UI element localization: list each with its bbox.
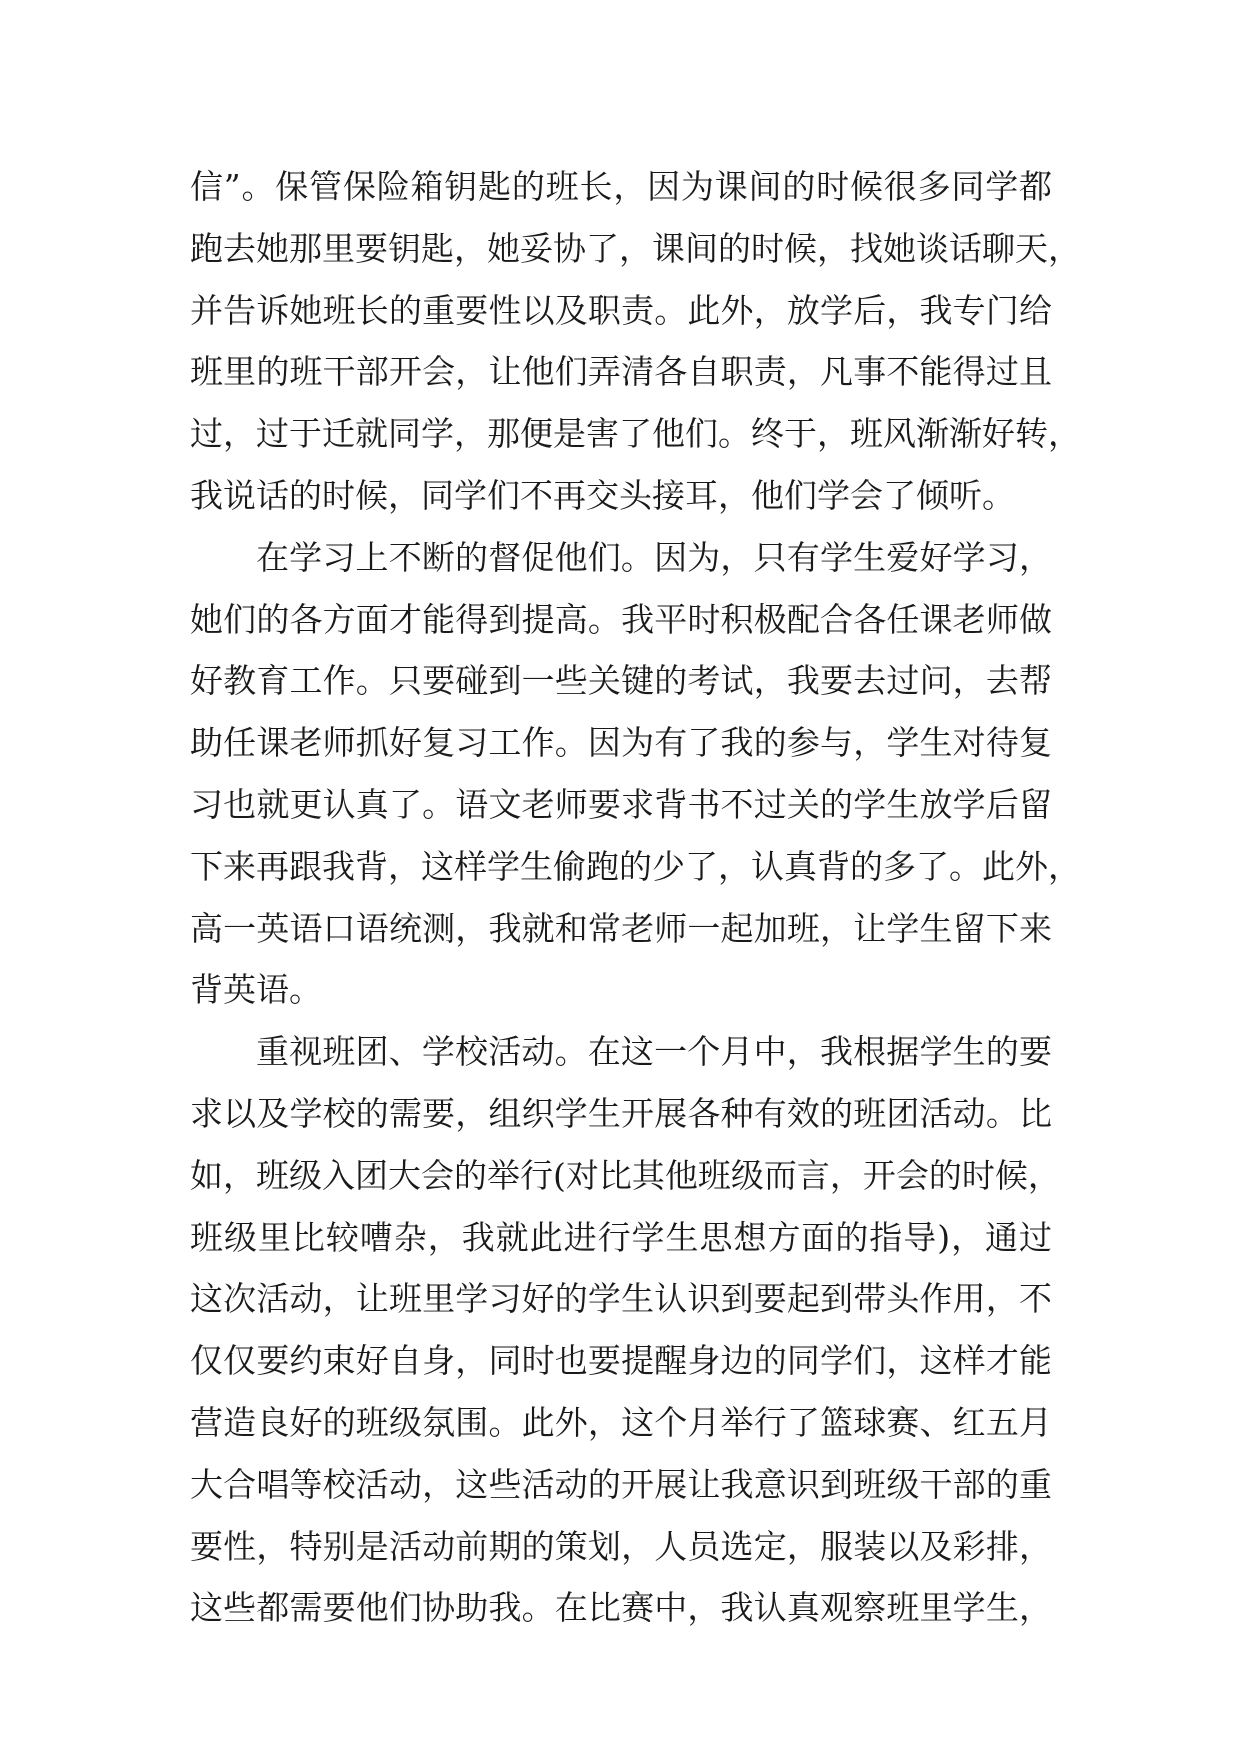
text-line: 过，过于迁就同学，那便是害了他们。终于，班风渐渐好转， [190, 414, 1081, 454]
text-line: 好教育工作。只要碰到一些关键的考试，我要去过问，去帮 [190, 661, 1052, 701]
text-line: 班里的班干部开会，让他们弄清各自职责，凡事不能得过且 [190, 352, 1052, 392]
text-line: 如，班级入团大会的举行(对比其他班级而言，开会的时候， [190, 1155, 1061, 1195]
body-text [190, 156, 1081, 1639]
text-line: 高一英语口语统测，我就和常老师一起加班，让学生留下来 [190, 908, 1052, 948]
text-line: 大合唱等校活动，这些活动的开展让我意识到班级干部的重 [190, 1464, 1052, 1504]
text-line: 并告诉她班长的重要性以及职责。此外，放学后，我专门给 [190, 290, 1052, 330]
text-line: 信”。保管保险箱钥匙的班长，因为课间的时候很多同学都 [190, 167, 1052, 206]
text-line: 她们的各方面才能得到提高。我平时积极配合各任课老师做 [190, 599, 1052, 639]
text-line: 这次活动，让班里学习好的学生认识到要起到带头作用，不 [190, 1279, 1052, 1319]
text-line: 营造良好的班级氛围。此外，这个月举行了篮球赛、红五月 [190, 1402, 1052, 1442]
text-line: 重视班团、学校活动。在这一个月中，我根据学生的要 [256, 1032, 1052, 1072]
text-line: 助任课老师抓好复习工作。因为有了我的参与，学生对待复 [190, 723, 1052, 763]
text-line: 仅仅要约束好自身，同时也要提醒身边的同学们，这样才能 [190, 1341, 1052, 1381]
text-line: 在学习上不断的督促他们。因为，只有学生爱好学习， [256, 537, 1052, 577]
text-line: 我说话的时候，同学们不再交头接耳，他们学会了倾听。 [190, 475, 1015, 515]
text-line: 班级里比较嘈杂，我就此进行学生思想方面的指导)，通过 [190, 1217, 1052, 1257]
text-line: 求以及学校的需要，组织学生开展各种有效的班团活动。比 [190, 1093, 1052, 1133]
text-line: 习也就更认真了。语文老师要求背书不过关的学生放学后留 [190, 784, 1052, 824]
text-line: 跑去她那里要钥匙，她妥协了，课间的时候，找她谈话聊天， [190, 228, 1081, 268]
text-line: 下来再跟我背，这样学生偷跑的少了，认真背的多了。此外， [190, 846, 1081, 886]
text-line: 要性，特别是活动前期的策划，人员选定，服装以及彩排， [190, 1526, 1052, 1566]
text-line: 背英语。 [190, 970, 322, 1010]
text-line: 这些都需要他们协助我。在比赛中，我认真观察班里学生， [190, 1588, 1052, 1628]
